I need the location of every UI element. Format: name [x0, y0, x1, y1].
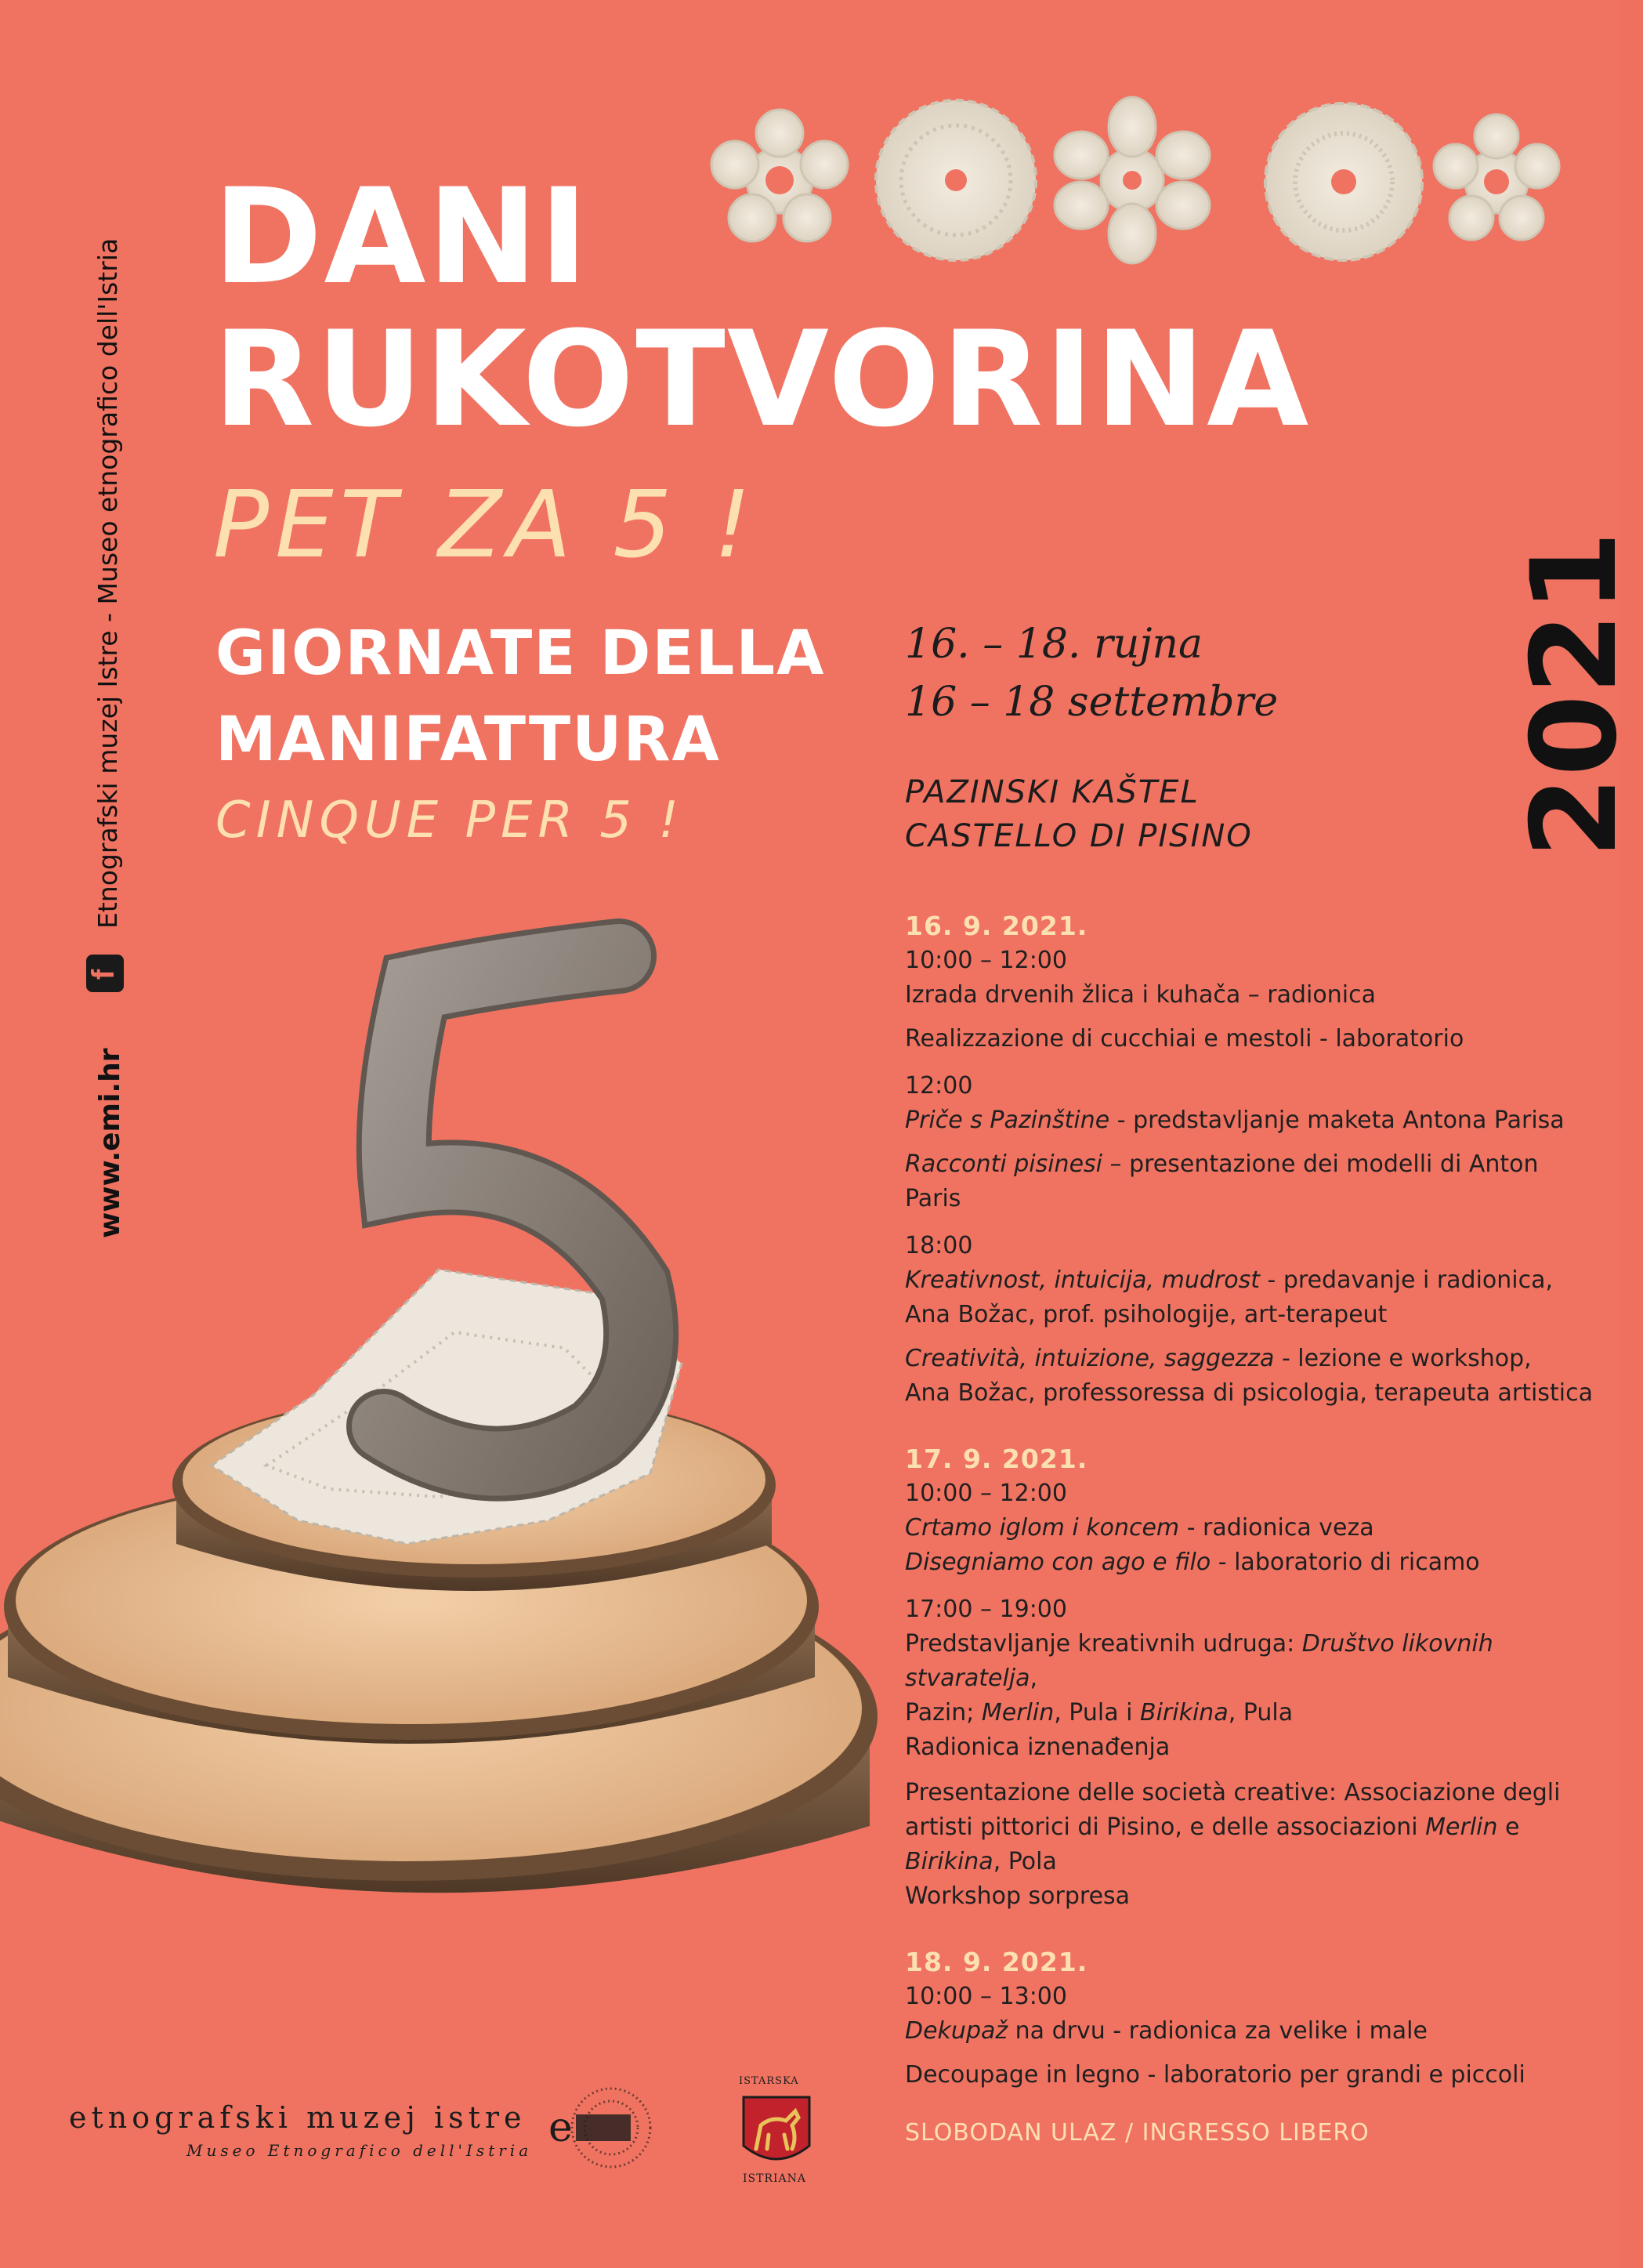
title-it-line2: MANIFATTURA: [215, 705, 721, 775]
day2-event2-it-b: Merlin: [1425, 1813, 1498, 1841]
day2-event2-hr-h: , Pula: [1228, 1699, 1294, 1726]
day2-event2-hr-line2: [905, 1696, 1594, 1730]
day2-event2-it-line2: [905, 1810, 1594, 1845]
day1-event3-hr-line2: Ana Božac, prof. psihologije, art-terapeut: [905, 1301, 1388, 1328]
day2-event2-it-line1: Presentazione delle società creative: Associazione degli: [905, 1779, 1561, 1806]
sidebar-museum: Etnografski muzej Istre - Museo etnografico dell'Istria: [92, 237, 123, 929]
day1-event2-hr-rest: - predstavljanje maketa Antona Parisa: [1109, 1107, 1565, 1134]
day2-event1-it-title: Disegniamo con ago e filo: [905, 1549, 1211, 1576]
title-subtitle: PET ZA 5 !: [213, 470, 758, 578]
day1-event3-hr: [905, 1263, 1594, 1298]
title-line1: DANI: [213, 160, 590, 313]
lace-doilies: [713, 86, 1559, 274]
wood-illustration: [0, 925, 893, 2006]
day2-event2-hr-line3: Radionica iznenađenja: [905, 1734, 1171, 1761]
day3-event1-it: Decoupage in legno - laboratorio per grandi e piccoli: [905, 2061, 1525, 2089]
day2-event2-it-c: e: [1497, 1813, 1520, 1841]
day3-event1-hr-rest: na drvu - radionica za velike i male: [1008, 2017, 1428, 2045]
day1-event2-hr-title: Priče s Pazinštine: [905, 1107, 1110, 1134]
venue-hr: PAZINSKI KAŠTEL: [905, 774, 1200, 810]
istria-coat-of-arms-icon: [740, 2094, 812, 2172]
day2-date: 17. 9. 2021.: [905, 1444, 1088, 1474]
day2-event2-hr-e: Merlin: [981, 1699, 1055, 1726]
dates-hr: 16. – 18. rujna: [905, 621, 1203, 668]
title-it-subtitle: CINQUE PER 5 !: [215, 792, 684, 850]
doily-4: [1265, 103, 1422, 260]
day3-date: 18. 9. 2021.: [905, 1947, 1088, 1977]
day2-event1-it-rest: - laboratorio di ricamo: [1211, 1549, 1480, 1576]
year-wrap: [1507, 531, 1643, 858]
day2-event2-it-line3: [905, 1845, 1594, 1879]
day1-event3-it: [905, 1342, 1594, 1376]
day2-event2-it-e: , Pola: [993, 1848, 1057, 1875]
title-line2: RUKOTVORINA: [213, 303, 1311, 456]
day1-event3-it-title: Creatività, intuizione, saggezza: [905, 1345, 1275, 1372]
day2-event2-it-d: Birikina: [905, 1848, 993, 1875]
day2-event2-hr: [905, 1627, 1594, 1696]
day2-event2-hr-c: ,: [1030, 1665, 1038, 1692]
free-entry: SLOBODAN ULAZ / INGRESSO LIBERO: [905, 2119, 1370, 2147]
day1-event2-hr: [905, 1103, 1594, 1138]
day2-event2-hr-g: Birikina: [1140, 1699, 1229, 1726]
schedule: [905, 909, 1594, 2092]
day2-event2-it-a: artisti pittorici di Pisino, e delle associazioni: [905, 1813, 1426, 1841]
day1-event1-hr: Izrada drvenih žlica i kuhača – radionica: [905, 981, 1376, 1009]
dates-it: 16 – 18 settembre: [905, 679, 1279, 726]
day1-date: 16. 9. 2021.: [905, 911, 1088, 941]
istra-text-bottom: ISTRIANA: [743, 2172, 807, 2185]
museum-logo-text: etnografski muzej istre: [69, 2100, 527, 2135]
title-it-line1: GIORNATE DELLA: [215, 618, 826, 689]
day2-time2: 17:00 – 19:00: [905, 1596, 1067, 1623]
day1-event2-it-rest: – presentazione dei modelli di Anton Paris: [905, 1150, 1539, 1212]
day3-event1-hr-title: Dekupaž: [905, 2017, 1008, 2045]
doily-5: [1434, 114, 1559, 240]
day3-time1: 10:00 – 13:00: [905, 1983, 1067, 2010]
day1-event1-it: Realizzazione di cucchiai e mestoli - laboratorio: [905, 1025, 1464, 1052]
day1-time2: 12:00: [905, 1072, 973, 1100]
doily-2: [876, 100, 1036, 260]
day2-event1-hr-rest: - radionica veza: [1179, 1514, 1374, 1542]
day1-event3-hr-title: Kreativnost, intuicija, mudrost: [905, 1266, 1260, 1294]
day1-event3-hr-rest: - predavanje i radionica,: [1259, 1266, 1554, 1294]
sidebar-website[interactable]: www.emi.hr: [94, 1048, 126, 1238]
day3-event1-hr: [905, 2014, 1594, 2049]
svg-text:e: e: [548, 2104, 573, 2151]
facebook-icon[interactable]: f: [86, 955, 124, 992]
day2-event1-hr-title: Crtamo iglom i koncem: [905, 1514, 1180, 1542]
doily-1: [711, 110, 848, 241]
day1-event2-it-title: Racconti pisinesi: [905, 1150, 1102, 1178]
day1-time1: 10:00 – 12:00: [905, 947, 1067, 974]
day2-event1-it: [905, 1545, 1594, 1580]
istra-text-top: ISTARSKA: [739, 2075, 799, 2087]
day1-event3-it-line2: Ana Božac, professoressa di psicologia, terapeuta artistica: [905, 1379, 1593, 1407]
day2-event2-hr-d: Pazin;: [905, 1699, 982, 1726]
day2-event2-hr-f: , Pula i: [1054, 1699, 1141, 1726]
doily-3: [1055, 97, 1210, 263]
venue-it: CASTELLO DI PISINO: [905, 818, 1253, 854]
year: 2021: [1507, 531, 1643, 858]
day2-event2-hr-a: Predstavljanje kreativnih udruga:: [905, 1630, 1302, 1658]
day2-time1: 10:00 – 12:00: [905, 1480, 1067, 1507]
day2-event2-hr-b: Društvo likovnih stvaratelja: [905, 1630, 1493, 1692]
emi-logo-icon: [545, 2085, 654, 2171]
day2-event1-hr: [905, 1511, 1594, 1545]
day1-time3: 18:00: [905, 1232, 973, 1259]
day1-event3-it-rest: - lezione e workshop,: [1274, 1345, 1532, 1372]
day1-event2-it: [905, 1147, 1594, 1216]
day2-event2-it-line4: Workshop sorpresa: [905, 1882, 1131, 1910]
museum-logo-subtext: Museo Etnografico dell'Istria: [186, 2141, 533, 2160]
